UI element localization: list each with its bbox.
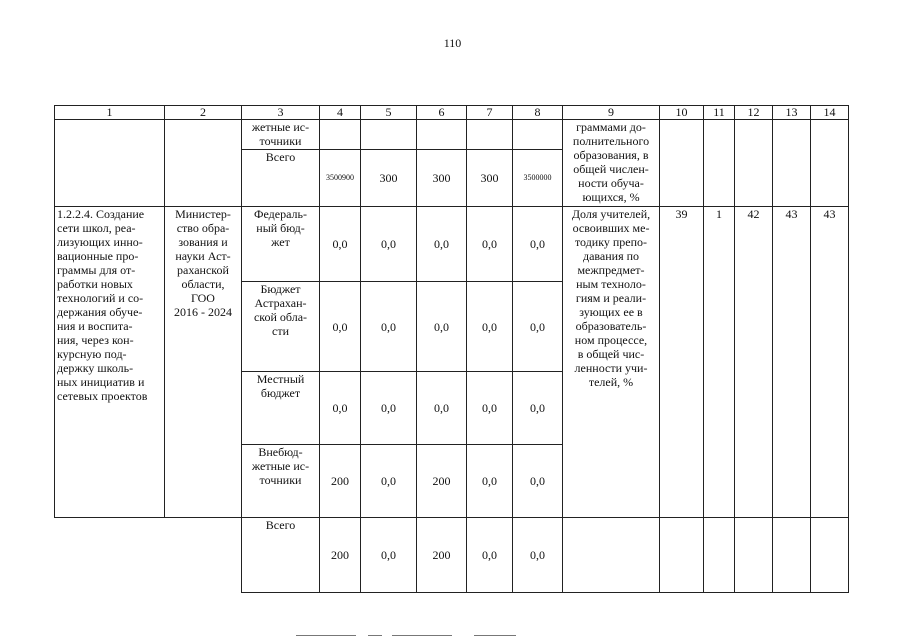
scan-mark: [296, 635, 356, 636]
value-cell: 200: [320, 445, 361, 518]
header-cell: 10: [660, 106, 704, 120]
total-row: [55, 518, 849, 593]
header-cell: 4: [320, 106, 361, 120]
value-cell: 0,0: [467, 372, 513, 445]
scan-mark: [392, 635, 452, 636]
value-cell: 0,0: [513, 282, 563, 372]
empty-cell: [704, 518, 735, 593]
value-cell: 3500900: [320, 150, 361, 207]
value-cell: 0,0: [361, 445, 417, 518]
empty-cell: [773, 518, 811, 593]
continuation-row: [55, 120, 849, 150]
value-cell: 0,0: [320, 207, 361, 282]
total-label: Всего: [242, 150, 320, 207]
program-table: [54, 105, 849, 593]
value-cell: 0,0: [467, 518, 513, 593]
value-cell: 0,0: [320, 282, 361, 372]
empty-cell: [417, 120, 467, 150]
measure-name: 1.2.2.4. Создание сети школ, реа- лизующих инно- вационные про- граммы для от- работки новых технологий и со- держания обуче- ния и воспита- ния, через кон- курсную под- держку школь- ных инициатив и сетевых проектов: [55, 207, 165, 518]
value-cell: 200: [320, 518, 361, 593]
value-cell: 0,0: [417, 372, 467, 445]
header-cell: 13: [773, 106, 811, 120]
header-cell: 7: [467, 106, 513, 120]
value-cell: 3500000: [513, 150, 563, 207]
empty-cell: [361, 120, 417, 150]
source-label: Бюджет Астрахан- ской обла- сти: [242, 282, 320, 372]
empty-cell: [513, 120, 563, 150]
value-cell: 43: [773, 207, 811, 518]
value-cell: 0,0: [417, 207, 467, 282]
value-cell: 0,0: [467, 207, 513, 282]
value-cell: 39: [660, 207, 704, 518]
empty-cell: [811, 120, 849, 207]
value-cell: 0,0: [513, 207, 563, 282]
value-cell: 0,0: [361, 518, 417, 593]
empty-cell: [660, 120, 704, 207]
value-cell: 0,0: [467, 282, 513, 372]
value-cell: 200: [417, 518, 467, 593]
empty-cell: [55, 120, 165, 207]
value-cell: 0,0: [361, 282, 417, 372]
scan-mark: [368, 635, 382, 636]
header-cell: 3: [242, 106, 320, 120]
empty-cell: [735, 120, 773, 207]
executor: Министер- ство обра- зования и науки Аст- раханской области, ГОО 2016 - 2024: [165, 207, 242, 518]
empty-cell: [320, 120, 361, 150]
empty-cell: [704, 120, 735, 207]
empty-cell: [165, 120, 242, 207]
empty-cell: [735, 518, 773, 593]
empty-cell: [773, 120, 811, 207]
scan-mark: [474, 635, 516, 636]
header-cell: 11: [704, 106, 735, 120]
value-cell: 42: [735, 207, 773, 518]
empty-cell: [563, 518, 660, 593]
header-cell: 6: [417, 106, 467, 120]
value-cell: 0,0: [467, 445, 513, 518]
source-row: [55, 207, 849, 282]
value-cell: 0,0: [361, 207, 417, 282]
header-cell: 5: [361, 106, 417, 120]
header-cell: 8: [513, 106, 563, 120]
source-label: Федераль- ный бюд- жет: [242, 207, 320, 282]
indicator-text: Доля учителей, освоивших ме- тодику препо- давания по межпредмет- ным техноло- гиям и реали- зующих ее в образователь- ном процессе, в общей чис- ленности учи- телей, %: [563, 207, 660, 518]
source-label: Внебюд- жетные ис- точники: [242, 445, 320, 518]
value-cell: 0,0: [417, 282, 467, 372]
value-cell: 200: [417, 445, 467, 518]
empty-cell: [811, 518, 849, 593]
empty-cell: [660, 518, 704, 593]
value-cell: 0,0: [513, 445, 563, 518]
value-cell: 0,0: [513, 372, 563, 445]
value-cell: 43: [811, 207, 849, 518]
source-label: жетные ис- точники: [242, 120, 320, 150]
header-cell: 9: [563, 106, 660, 120]
value-cell: 0,0: [320, 372, 361, 445]
header-cell: 1: [55, 106, 165, 120]
header-row: [55, 106, 849, 120]
value-cell: 300: [467, 150, 513, 207]
header-cell: 2: [165, 106, 242, 120]
value-cell: 0,0: [513, 518, 563, 593]
page-number: 110: [443, 36, 462, 50]
total-label: Всего: [242, 518, 320, 593]
value-cell: 1: [704, 207, 735, 518]
value-cell: 300: [361, 150, 417, 207]
value-cell: 0,0: [361, 372, 417, 445]
source-label: Местный бюджет: [242, 372, 320, 445]
value-cell: 300: [417, 150, 467, 207]
empty-cell: [165, 518, 242, 593]
empty-cell: [467, 120, 513, 150]
header-cell: 14: [811, 106, 849, 120]
empty-cell: [55, 518, 165, 593]
header-cell: 12: [735, 106, 773, 120]
indicator-text: граммами до- полнительного образования, в общей числен- ности обуча- ющихся, %: [563, 120, 660, 207]
